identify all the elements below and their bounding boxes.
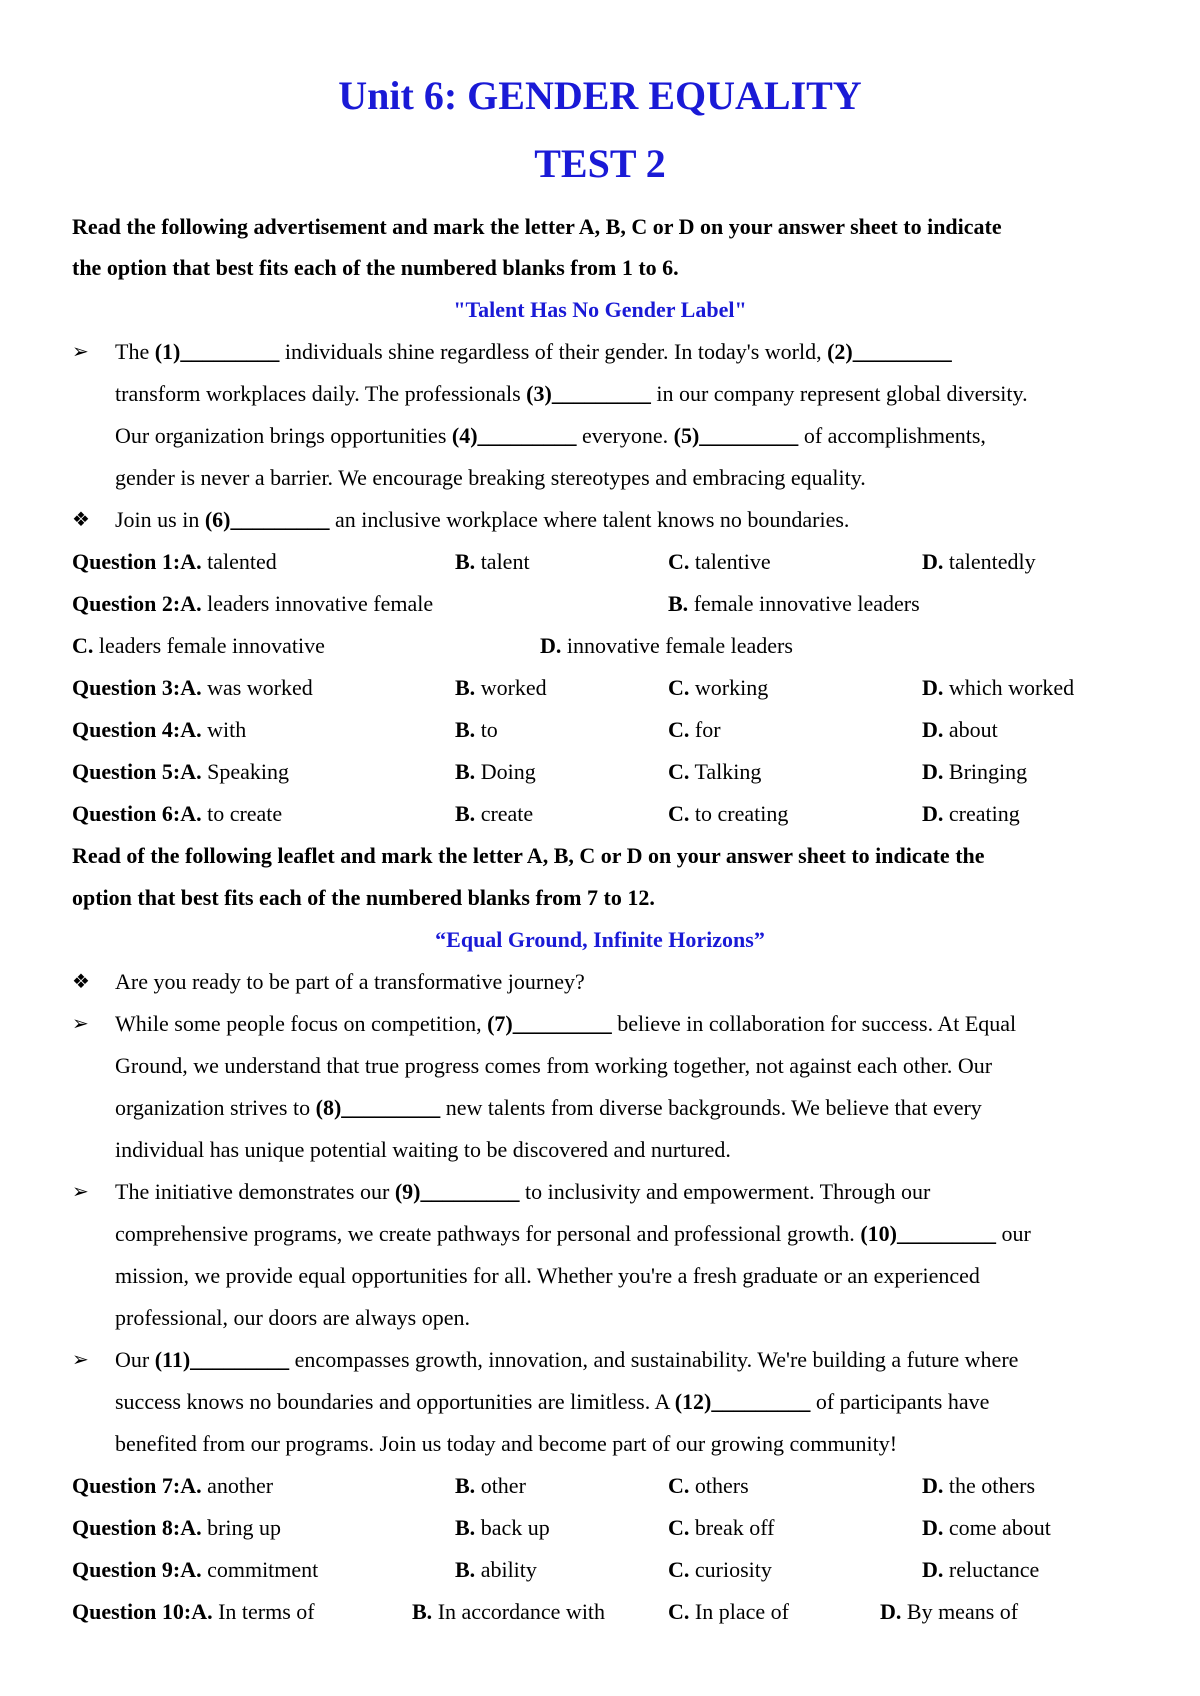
question-6-option-b: B. create [455,801,534,826]
passage-2-line-5: individual has unique potential waiting to be discovered and nurtured. [115,1137,731,1162]
passage-2-line-12: benefited from our programs. Join us today and become part of our growing community! [115,1431,898,1456]
question-4-option-b: B. to [455,717,498,742]
question-9-option-c: C. curiosity [668,1557,772,1582]
question-6-option-d: D. creating [922,801,1020,826]
arrow-bullet-icon: ➢ [72,341,89,363]
passage-2-line-6: The initiative demonstrates our (9)_________ to inclusivity and empowerment. Through our [115,1179,931,1204]
question-3-option-c: C. working [668,675,769,700]
passage-2-line-1: Are you ready to be part of a transformative journey? [115,969,585,994]
instruction-1-line-1: Read the following advertisement and mark the letter A, B, C or D on your answer sheet to indicate [72,214,1002,239]
instruction-1-line-2: the option that best fits each of the numbered blanks from 1 to 6. [72,255,679,280]
question-5-option-a: Question 5:A. Speaking [72,759,289,784]
arrow-bullet-icon: ➢ [72,1349,89,1371]
diamond-bullet-icon: ❖ [72,509,90,531]
question-2-option-a: Question 2:A. leaders innovative female [72,591,434,616]
question-6-option-c: C. to creating [668,801,789,826]
passage-1-line-1: The (1)_________ individuals shine regardless of their gender. In today's world, (2)_________ [115,339,952,364]
passage-2-line-11: success knows no boundaries and opportunities are limitless. A (12)_________ of participants have [115,1389,990,1414]
test-title: TEST 2 [534,141,666,186]
question-7-option-a: Question 7:A. another [72,1473,274,1498]
question-4-option-a: Question 4:A. with [72,717,247,742]
passage-1-line-3: Our organization brings opportunities (4)_________ everyone. (5)_________ of accomplishments, [115,423,986,448]
question-1-option-b: B. talent [455,549,530,574]
passage-2-line-7: comprehensive programs, we create pathways for personal and professional growth. (10)_________ our [115,1221,1031,1246]
question-7-option-d: D. the others [922,1473,1036,1498]
passage-2-line-4: organization strives to (8)_________ new talents from diverse backgrounds. We believe that every [115,1095,982,1120]
question-10-option-c: C. In place of [668,1599,789,1624]
passage-1-line-4: gender is never a barrier. We encourage breaking stereotypes and embracing equality. [115,465,866,490]
instruction-2-line-1: Read of the following leaflet and mark the letter A, B, C or D on your answer sheet to indicate the [72,843,985,868]
leaflet-heading: “Equal Ground, Infinite Horizons” [435,927,765,952]
diamond-bullet-icon: ❖ [72,971,90,993]
question-6-option-a: Question 6:A. to create [72,801,283,826]
question-10-option-d: D. By means of [880,1599,1019,1624]
question-1-option-c: C. talentive [668,549,771,574]
question-10-option-b: B. In accordance with [412,1599,606,1624]
question-9-option-a: Question 9:A. commitment [72,1557,319,1582]
question-5-option-b: B. Doing [455,759,536,784]
question-8-option-b: B. back up [455,1515,550,1540]
passage-2-line-8: mission, we provide equal opportunities for all. Whether you're a fresh graduate or an experienced [115,1263,980,1288]
question-8-option-a: Question 8:A. bring up [72,1515,282,1540]
question-3-option-a: Question 3:A. was worked [72,675,313,700]
question-8-option-d: D. come about [922,1515,1051,1540]
passage-2-line-10: Our (11)_________ encompasses growth, innovation, and sustainability. We're building a future where [115,1347,1019,1372]
passage-2-line-9: professional, our doors are always open. [115,1305,470,1330]
question-9-option-d: D. reluctance [922,1557,1040,1582]
question-4-option-d: D. about [922,717,998,742]
passage-1-line-5: Join us in (6)_________ an inclusive workplace where talent knows no boundaries. [115,507,850,532]
passage-2-line-2: While some people focus on competition, (7)_________ believe in collaboration for success. At Equal [115,1011,1017,1036]
question-7-option-c: C. others [668,1473,749,1498]
passage-2-line-3: Ground, we understand that true progress comes from working together, not against each other. Our [115,1053,993,1078]
passage-1-line-2: transform workplaces daily. The professionals (3)_________ in our company represent global diversity. [115,381,1028,406]
instruction-2-line-2: option that best fits each of the numbered blanks from 7 to 12. [72,885,655,910]
question-2-option-c: C. leaders female innovative [72,633,325,658]
question-3-option-d: D. which worked [922,675,1075,700]
unit-title: Unit 6: GENDER EQUALITY [338,73,862,118]
advertisement-heading: "Talent Has No Gender Label" [453,297,747,322]
question-10-option-a: Question 10:A. In terms of [72,1599,315,1624]
question-1-option-d: D. talentedly [922,549,1036,574]
question-2-option-b: B. female innovative leaders [668,591,920,616]
question-2-option-d: D. innovative female leaders [540,633,793,658]
question-9-option-b: B. ability [455,1557,537,1582]
question-8-option-c: C. break off [668,1515,775,1540]
question-7-option-b: B. other [455,1473,526,1498]
arrow-bullet-icon: ➢ [72,1013,89,1035]
question-4-option-c: C. for [668,717,721,742]
question-3-option-b: B. worked [455,675,547,700]
question-1-option-a: Question 1:A. talented [72,549,277,574]
question-5-option-c: C. Talking [668,759,762,784]
question-5-option-d: D. Bringing [922,759,1028,784]
arrow-bullet-icon: ➢ [72,1181,89,1203]
